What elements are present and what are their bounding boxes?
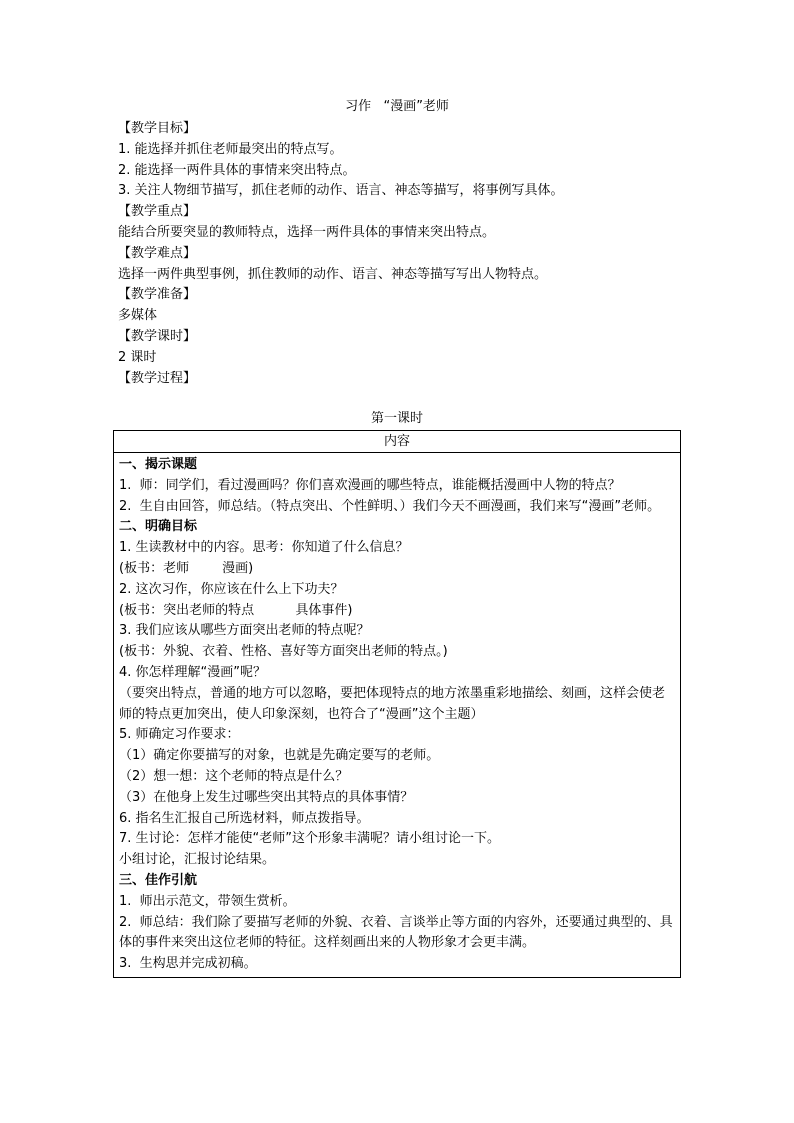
table-header: 内容 [114,431,680,453]
content-line: 7. 生讨论：怎样才能使“老师”这个形象丰满呢？请小组讨论一下。 [119,831,501,847]
section-heading: 一、揭示课题 [119,457,198,472]
content-line: 2. 师总结：我们除了要描写老师的外貌、衣着、言谈举止等方面的内容外，还要通过典型的、具体的事件来突出这位老师的特征。这样刻画出来的人物形象才会更丰满。 [119,914,673,951]
content-line: （要突出特点，普通的地方可以忽略，要把体现特点的地方浓墨重彩地描绘、刻画，这样会使老师的特点更加突出，使人印象深刻，也符合了“漫画”这个主题） [119,685,666,722]
intro-line: 选择一两件典型事例，抓住教师的动作、语言、神态等描写写出人物特点。 [118,266,548,282]
intro-line: 【教学过程】 [118,370,197,386]
content-line: 5. 师确定习作要求： [119,727,240,743]
intro-section [118,119,688,389]
intro-line: 【教学重点】 [118,204,197,220]
content-line: 小组讨论，汇报讨论结果。 [119,852,276,868]
intro-line: 3. 关注人物细节描写，抓住老师的动作、语言、神态等描写，将事例写具体。 [118,183,564,199]
section-heading: 二、明确目标 [119,519,198,535]
content-line: 1. 生读教材中的内容。思考：你知道了什么信息？ [119,540,409,556]
intro-line: 2. 能选择一两件具体的事情来突出特点。 [118,162,356,178]
intro-line: 【教学目标】 [118,121,197,136]
content-line: （2）想一想：这个老师的特点是什么？ [119,768,349,784]
content-line: 1. 师出示范文，带领生赏析。 [119,893,296,909]
section-heading: 三、佳作引航 [119,872,198,888]
content-line: 4. 你怎样理解“漫画”呢？ [119,664,267,680]
intro-line: 多媒体 [118,308,158,324]
content-table [113,430,681,978]
content-line: (板书：外貌、衣着、性格、喜好等方面突出老师的特点。) [119,644,448,660]
content-line: (板书：老师 漫画) [119,560,254,576]
lesson-title: 第一课时 [370,411,423,426]
intro-line: 2 课时 [118,349,157,365]
intro-line: 【教学课时】 [118,328,197,344]
content-line: 6. 指名生汇报自己所选材料，师点拨指导。 [119,810,370,826]
table-body [114,453,680,977]
intro-line: 【教学准备】 [118,287,197,303]
intro-line: 1. 能选择并抓住老师最突出的特点写。 [118,141,343,157]
content-line: 2. 生自由回答，师总结。（特点突出、个性鲜明、）我们今天不画漫画，我们来写“漫画”老师。 [119,498,661,514]
document-title: 习作 “漫画”老师 [345,99,449,114]
content-line: 1. 师：同学们，看过漫画吗？你们喜欢漫画的哪些特点，谁能概括漫画中人物的特点？ [119,477,621,493]
content-line: 3. 生构思并完成初稿。 [119,956,257,972]
intro-line: 【教学难点】 [118,245,197,261]
content-line: 3. 我们应该从哪些方面突出老师的特点呢？ [119,623,370,639]
content-line: (板书：突出老师的特点 具体事件) [119,602,353,618]
content-line: 2. 这次习作，你应该在什么上下功夫？ [119,581,344,597]
intro-line: 能结合所要突显的教师特点，选择一两件具体的事情来突出特点。 [118,224,496,240]
content-line: （3）在他身上发生过哪些突出其特点的具体事情？ [119,789,414,805]
content-line: （1）确定你要描写的对象，也就是先确定要写的老师。 [119,748,440,764]
